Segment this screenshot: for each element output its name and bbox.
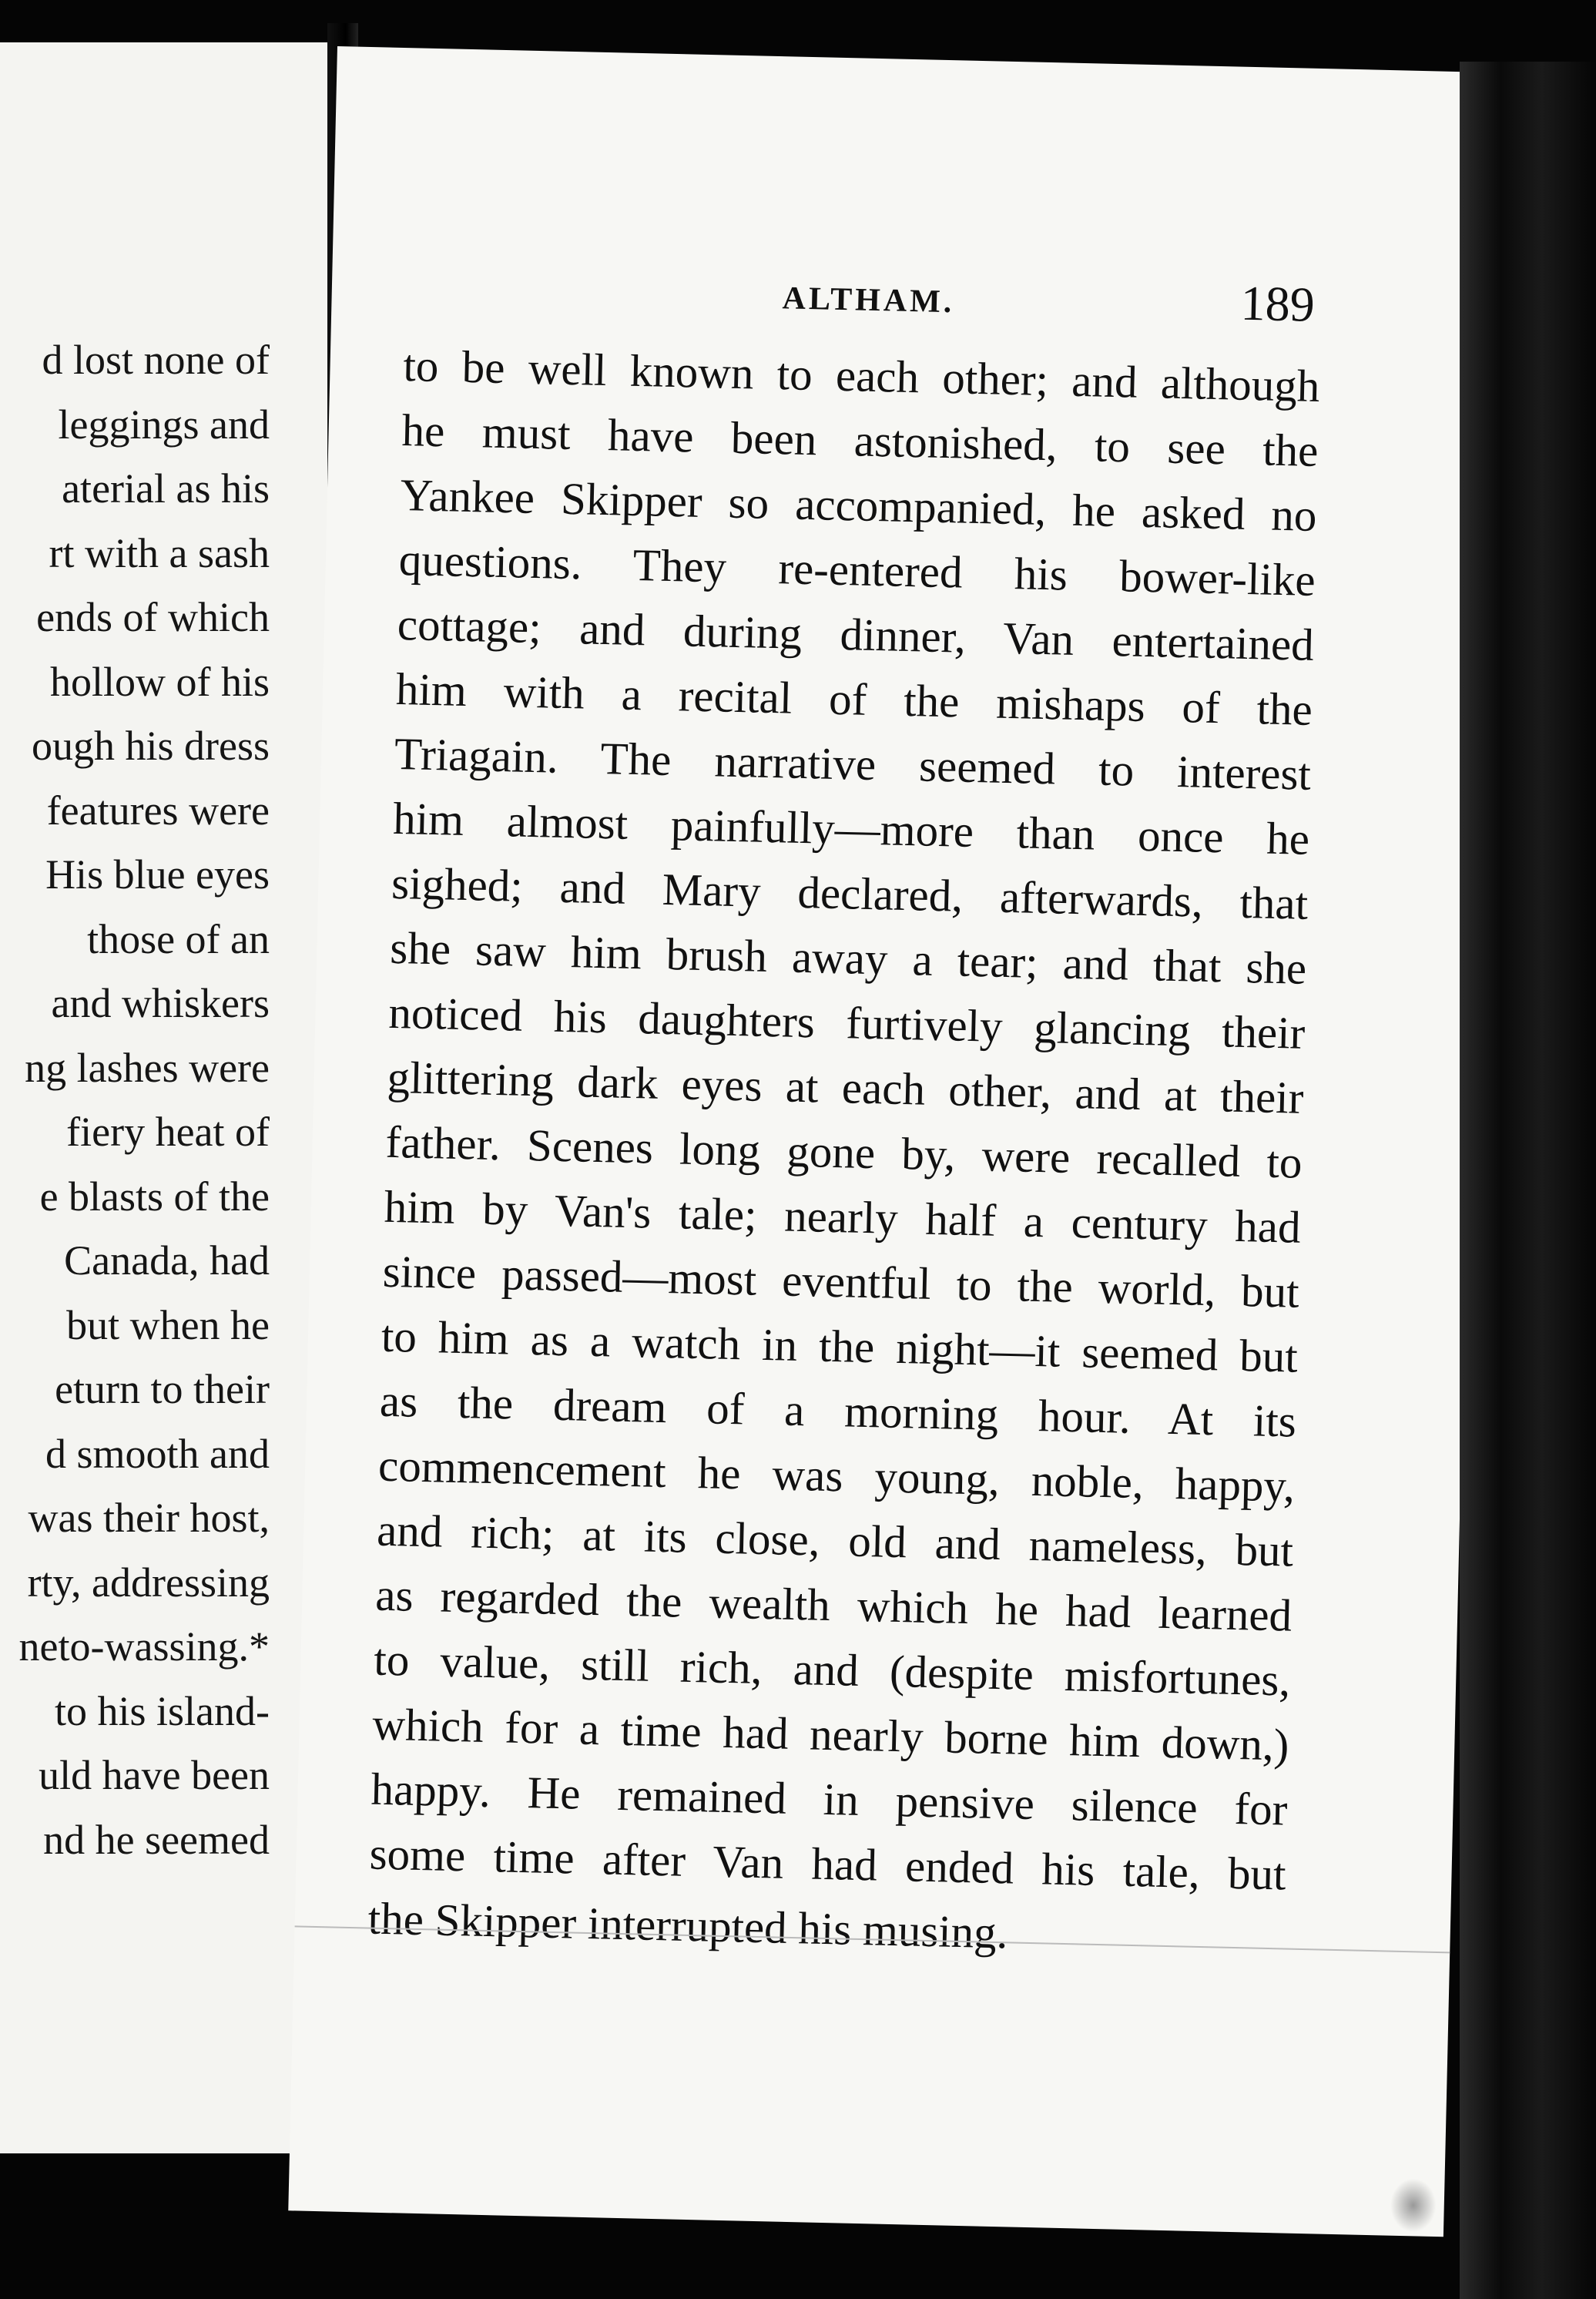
left-text-line: ough his dress xyxy=(32,723,270,769)
paper-stain xyxy=(1390,2178,1437,2233)
body-text-line: noticed his daughters furtively glancing their xyxy=(387,986,1306,1059)
left-text-line: features were xyxy=(46,787,270,834)
left-text-line: aterial as his xyxy=(62,465,270,512)
left-text-line: eturn to their xyxy=(55,1366,270,1412)
left-text-line: hollow of his xyxy=(49,658,270,705)
body-text-line: him almost painfully—more than once he xyxy=(392,792,1310,864)
left-page xyxy=(0,42,327,2153)
body-text-line: questions. They re-entered his bower-like xyxy=(398,533,1316,606)
body-text-line: she saw him brush away a tear; and that she xyxy=(389,921,1307,994)
body-text-line: to value, still rich, and (despite misfortunes, xyxy=(373,1633,1291,1706)
left-text-line: to his island- xyxy=(55,1687,270,1734)
left-text-line: d lost none of xyxy=(42,337,270,383)
body-text-line: cottage; and during dinner, Van entertained xyxy=(397,598,1315,670)
body-text-line: him with a recital of the mishaps of the xyxy=(395,663,1313,735)
page-number: 189 xyxy=(1239,275,1316,332)
left-text-line: uld have been xyxy=(39,1752,270,1798)
left-text-line: e blasts of the xyxy=(39,1173,270,1220)
left-text-line: was their host, xyxy=(28,1495,270,1541)
left-text-line: rt with a sash xyxy=(49,529,270,576)
body-text-line: as regarded the wealth which he had learned xyxy=(374,1569,1293,1641)
body-text-line: Triagain. The narrative seemed to interest xyxy=(394,727,1312,800)
body-text-line: since passed—most eventful to the world, but xyxy=(382,1245,1300,1317)
left-text-line: and whiskers xyxy=(51,980,270,1026)
page-edges xyxy=(1460,62,1596,2299)
body-text-line: to be well known to each other; and although xyxy=(402,340,1321,412)
body-text-line: glittering dark eyes at each other, and at their xyxy=(386,1051,1305,1123)
body-text-line: to him as a watch in the night—it seemed but xyxy=(381,1310,1299,1382)
body-text-line: happy. He remained in pensive silence for xyxy=(370,1763,1289,1835)
body-text-line: sighed; and Mary declared, afterwards, that xyxy=(391,857,1309,929)
left-text-line: His blue eyes xyxy=(45,851,270,898)
left-text-line: but when he xyxy=(66,1301,270,1348)
body-text-line: Yankee Skipper so accompanied, he asked no xyxy=(400,469,1318,541)
left-text-line: neto-wassing.* xyxy=(18,1623,270,1670)
body-text-line: which for a time had nearly borne him down,) xyxy=(371,1698,1290,1770)
body-text-line: some time after Van had ended his tale, but xyxy=(369,1827,1287,1900)
body-text-line: and rich; at its close, old and nameless, but xyxy=(376,1504,1294,1576)
body-text-line: father. Scenes long gone by, were recalled to xyxy=(385,1116,1303,1188)
body-text-line: him by Van's tale; nearly half a century had xyxy=(384,1180,1302,1253)
left-text-line: rty, addressing xyxy=(27,1559,270,1606)
right-page xyxy=(288,46,1492,2237)
body-text-line: he must have been astonished, to see the xyxy=(401,404,1319,477)
body-text-line: commencement he was young, noble, happy, xyxy=(377,1439,1296,1512)
left-text-line: leggings and xyxy=(58,401,270,448)
left-text-line: ends of which xyxy=(36,594,270,640)
running-header: ALTHAM. xyxy=(782,280,955,321)
body-text-line: the Skipper interrupted his musing. xyxy=(367,1892,1009,1958)
body-text xyxy=(367,333,1320,1971)
left-text-line: Canada, had xyxy=(64,1237,270,1284)
left-text-line: fiery heat of xyxy=(66,1109,270,1155)
left-text-line: d smooth and xyxy=(45,1430,270,1477)
left-text-line: those of an xyxy=(87,915,270,962)
left-text-line: ng lashes were xyxy=(25,1044,270,1091)
body-text-line: as the dream of a morning hour. At its xyxy=(379,1374,1297,1447)
left-text-line: nd he seemed xyxy=(43,1816,270,1863)
